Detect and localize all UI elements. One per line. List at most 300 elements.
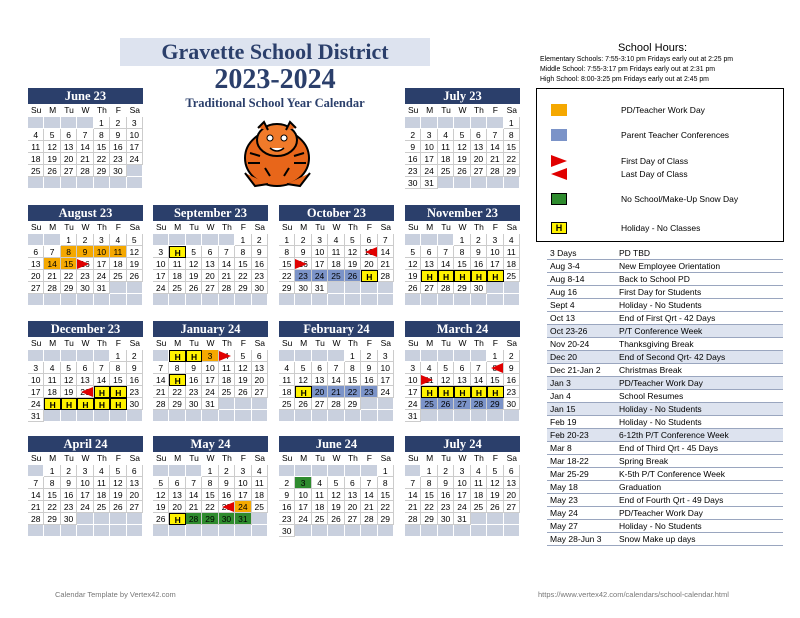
weekday-label: F bbox=[361, 452, 377, 465]
day-cell: 12 bbox=[186, 258, 202, 270]
day-cell: 15 bbox=[44, 489, 60, 501]
month-grid bbox=[153, 337, 268, 422]
day-cell: 10 bbox=[94, 246, 110, 258]
month-calendar bbox=[153, 205, 268, 306]
day-cell: 23 bbox=[279, 513, 295, 525]
day-cell: 19 bbox=[235, 374, 251, 386]
day-cell: 3 bbox=[312, 234, 328, 246]
event-label: School Resumes bbox=[619, 391, 684, 401]
event-row bbox=[547, 468, 783, 481]
empty-day-cell bbox=[279, 410, 295, 422]
day-cell: 3 bbox=[405, 362, 421, 374]
weekday-label: F bbox=[487, 452, 503, 465]
event-date: Jan 4 bbox=[550, 391, 571, 401]
empty-day-cell bbox=[235, 410, 251, 422]
day-cell: 22 bbox=[235, 270, 251, 282]
day-cell: 1 bbox=[487, 350, 503, 362]
empty-day-cell bbox=[438, 234, 454, 246]
day-cell: 10 bbox=[421, 141, 437, 153]
weekday-label: Sa bbox=[504, 337, 520, 350]
day-cell: H bbox=[94, 386, 110, 398]
empty-day-cell bbox=[487, 513, 503, 525]
day-cell: 20 bbox=[28, 270, 44, 282]
day-cell: 2 bbox=[295, 234, 311, 246]
day-cell: H bbox=[77, 398, 93, 410]
day-cell: 29 bbox=[44, 513, 60, 525]
empty-day-cell bbox=[487, 294, 503, 306]
empty-day-cell bbox=[186, 410, 202, 422]
day-cell: 20 bbox=[169, 501, 185, 513]
empty-day-cell bbox=[328, 282, 344, 294]
empty-day-cell bbox=[219, 525, 235, 537]
weekday-label: Tu bbox=[312, 221, 328, 234]
day-cell: 6 bbox=[421, 246, 437, 258]
day-cell: 5 bbox=[186, 246, 202, 258]
empty-day-cell bbox=[61, 177, 77, 189]
day-cell: 21 bbox=[405, 501, 421, 513]
day-cell: 13 bbox=[312, 374, 328, 386]
empty-day-cell bbox=[127, 513, 143, 525]
empty-day-cell bbox=[94, 177, 110, 189]
day-cell: 8 bbox=[504, 129, 520, 141]
day-cell: 20 bbox=[77, 386, 93, 398]
day-cell: 24 bbox=[378, 386, 394, 398]
day-cell: 29 bbox=[454, 282, 470, 294]
empty-day-cell bbox=[61, 350, 77, 362]
empty-day-cell bbox=[219, 410, 235, 422]
day-cell: 25 bbox=[312, 513, 328, 525]
day-cell: 9 bbox=[127, 362, 143, 374]
day-cell: 18 bbox=[504, 258, 520, 270]
event-row bbox=[547, 520, 783, 533]
day-cell: 22 bbox=[421, 501, 437, 513]
day-cell: 9 bbox=[61, 477, 77, 489]
weekday-label: Su bbox=[153, 337, 169, 350]
month-title: February 24 bbox=[279, 321, 394, 337]
day-cell: 3 bbox=[202, 350, 218, 362]
day-cell: 15 bbox=[487, 374, 503, 386]
day-cell: 1 bbox=[279, 234, 295, 246]
day-cell: 19 bbox=[127, 258, 143, 270]
day-cell: 25 bbox=[219, 386, 235, 398]
day-cell: 11 bbox=[279, 374, 295, 386]
empty-day-cell bbox=[110, 525, 126, 537]
day-cell: 13 bbox=[127, 477, 143, 489]
empty-day-cell bbox=[235, 398, 251, 410]
day-cell: 31 bbox=[312, 282, 328, 294]
day-cell: 26 bbox=[110, 501, 126, 513]
day-cell: H bbox=[421, 386, 437, 398]
event-label: Holiday - No Students bbox=[619, 404, 702, 414]
day-cell: 11 bbox=[169, 258, 185, 270]
weekday-label: Sa bbox=[378, 337, 394, 350]
day-cell: 22 bbox=[61, 270, 77, 282]
day-cell: 1 bbox=[61, 234, 77, 246]
empty-day-cell bbox=[345, 410, 361, 422]
day-cell: 26 bbox=[235, 386, 251, 398]
event-label: Graduation bbox=[619, 482, 662, 492]
day-cell: 18 bbox=[169, 270, 185, 282]
month-calendar bbox=[279, 321, 394, 422]
empty-day-cell bbox=[295, 465, 311, 477]
empty-day-cell bbox=[110, 410, 126, 422]
empty-day-cell bbox=[186, 234, 202, 246]
empty-day-cell bbox=[169, 410, 185, 422]
empty-day-cell bbox=[94, 350, 110, 362]
weekday-label: Sa bbox=[127, 452, 143, 465]
day-cell: 23 bbox=[438, 501, 454, 513]
weekday-label: Th bbox=[471, 337, 487, 350]
day-cell: 1 bbox=[94, 117, 110, 129]
day-cell: 4 bbox=[219, 350, 235, 362]
empty-day-cell bbox=[77, 177, 93, 189]
event-row bbox=[547, 429, 783, 442]
day-cell: 12 bbox=[61, 374, 77, 386]
weekday-label: Sa bbox=[504, 452, 520, 465]
event-label: PD/Teacher Work Day bbox=[619, 508, 703, 518]
day-cell: H bbox=[169, 350, 185, 362]
empty-day-cell bbox=[487, 117, 503, 129]
day-cell: H bbox=[454, 386, 470, 398]
day-cell: 3 bbox=[77, 465, 93, 477]
weekday-label: M bbox=[169, 221, 185, 234]
event-row bbox=[547, 481, 783, 494]
day-cell: 24 bbox=[127, 153, 143, 165]
empty-day-cell bbox=[219, 294, 235, 306]
empty-day-cell bbox=[28, 177, 44, 189]
day-cell: 6 bbox=[61, 129, 77, 141]
day-cell: 8 bbox=[345, 362, 361, 374]
day-cell: 30 bbox=[186, 398, 202, 410]
event-date: Mar 8 bbox=[550, 443, 572, 453]
event-date: Mar 25-29 bbox=[550, 469, 589, 479]
day-cell: 18 bbox=[110, 258, 126, 270]
month-calendar bbox=[279, 436, 394, 537]
day-cell: 26 bbox=[153, 513, 169, 525]
day-cell: 24 bbox=[94, 270, 110, 282]
day-cell: 25 bbox=[328, 270, 344, 282]
month-grid bbox=[28, 104, 143, 189]
empty-day-cell bbox=[471, 350, 487, 362]
day-cell: H bbox=[186, 350, 202, 362]
weekday-label: F bbox=[235, 221, 251, 234]
empty-day-cell bbox=[252, 525, 268, 537]
empty-day-cell bbox=[295, 350, 311, 362]
event-label: Snow Make up days bbox=[619, 534, 696, 544]
day-cell: 30 bbox=[504, 398, 520, 410]
important-dates-list bbox=[547, 247, 783, 546]
day-cell: 14 bbox=[219, 258, 235, 270]
empty-day-cell bbox=[504, 525, 520, 537]
day-cell: H bbox=[61, 398, 77, 410]
day-cell: 8 bbox=[202, 477, 218, 489]
event-label: Spring Break bbox=[619, 456, 669, 466]
day-cell: 14 bbox=[28, 489, 44, 501]
event-row bbox=[547, 533, 783, 546]
legend-label: Holiday - No Classes bbox=[621, 223, 701, 233]
day-cell: 2 bbox=[77, 234, 93, 246]
day-cell: 29 bbox=[94, 165, 110, 177]
day-cell: 23 bbox=[504, 386, 520, 398]
event-row bbox=[547, 455, 783, 468]
day-cell: 7 bbox=[405, 477, 421, 489]
day-cell: 19 bbox=[405, 270, 421, 282]
weekday-label: Sa bbox=[378, 221, 394, 234]
day-cell: 9 bbox=[295, 246, 311, 258]
event-date: Feb 19 bbox=[550, 417, 577, 427]
weekday-label: Tu bbox=[186, 452, 202, 465]
day-cell: 24 bbox=[77, 501, 93, 513]
empty-day-cell bbox=[279, 294, 295, 306]
empty-day-cell bbox=[252, 410, 268, 422]
empty-day-cell bbox=[378, 398, 394, 410]
day-cell: H bbox=[169, 374, 185, 386]
day-cell: 22 bbox=[202, 501, 218, 513]
event-label: P/T Conference Week bbox=[619, 326, 703, 336]
empty-day-cell bbox=[328, 294, 344, 306]
day-cell: 11 bbox=[438, 141, 454, 153]
empty-day-cell bbox=[153, 234, 169, 246]
month-grid bbox=[28, 337, 143, 422]
weekday-label: W bbox=[454, 221, 470, 234]
empty-day-cell bbox=[421, 117, 437, 129]
day-cell: 3 bbox=[295, 477, 311, 489]
empty-day-cell bbox=[94, 410, 110, 422]
empty-day-cell bbox=[471, 513, 487, 525]
day-cell: 17 bbox=[127, 141, 143, 153]
weekday-label: W bbox=[454, 337, 470, 350]
month-title: August 23 bbox=[28, 205, 143, 221]
empty-day-cell bbox=[405, 465, 421, 477]
day-cell: 2 bbox=[127, 350, 143, 362]
day-cell: 25 bbox=[504, 270, 520, 282]
day-cell: 30 bbox=[61, 513, 77, 525]
event-row bbox=[547, 390, 783, 403]
empty-day-cell bbox=[405, 525, 421, 537]
empty-day-cell bbox=[312, 350, 328, 362]
day-cell: 4 bbox=[94, 465, 110, 477]
day-cell: 4 bbox=[328, 234, 344, 246]
empty-day-cell bbox=[361, 465, 377, 477]
day-cell: 28 bbox=[219, 282, 235, 294]
empty-day-cell bbox=[454, 117, 470, 129]
day-cell: 10 bbox=[28, 374, 44, 386]
weekday-label: Th bbox=[471, 221, 487, 234]
day-cell: 8 bbox=[169, 362, 185, 374]
weekday-label: Tu bbox=[312, 337, 328, 350]
day-cell: 13 bbox=[361, 246, 377, 258]
empty-day-cell bbox=[295, 294, 311, 306]
day-cell: 27 bbox=[504, 501, 520, 513]
day-cell: 15 bbox=[202, 489, 218, 501]
empty-day-cell bbox=[504, 294, 520, 306]
day-cell: 16 bbox=[127, 374, 143, 386]
holiday-h-icon: H bbox=[551, 222, 567, 234]
empty-day-cell bbox=[361, 525, 377, 537]
month-calendar bbox=[405, 436, 520, 537]
event-label: Thanksgiving Break bbox=[619, 339, 694, 349]
day-cell: 13 bbox=[77, 374, 93, 386]
day-cell: 27 bbox=[61, 165, 77, 177]
empty-day-cell bbox=[328, 525, 344, 537]
empty-day-cell bbox=[454, 350, 470, 362]
day-cell: 30 bbox=[405, 177, 421, 189]
empty-day-cell bbox=[504, 282, 520, 294]
empty-day-cell bbox=[61, 410, 77, 422]
empty-day-cell bbox=[186, 294, 202, 306]
day-cell: 16 bbox=[361, 374, 377, 386]
empty-day-cell bbox=[421, 525, 437, 537]
day-cell: 6 bbox=[361, 234, 377, 246]
month-calendar bbox=[153, 321, 268, 422]
weekday-label: F bbox=[110, 221, 126, 234]
hours-high: High School: 8:00-3:25 pm Fridays early out at 2:45 pm bbox=[540, 76, 709, 83]
weekday-label: Th bbox=[94, 104, 110, 117]
day-cell: 8 bbox=[378, 477, 394, 489]
day-cell: 27 bbox=[454, 398, 470, 410]
day-cell: 9 bbox=[279, 489, 295, 501]
weekday-label: F bbox=[235, 337, 251, 350]
empty-day-cell bbox=[61, 117, 77, 129]
day-cell: 4 bbox=[312, 477, 328, 489]
event-row bbox=[547, 351, 783, 364]
weekday-label: M bbox=[295, 452, 311, 465]
day-cell: 13 bbox=[454, 374, 470, 386]
day-cell: 17 bbox=[454, 489, 470, 501]
month-title: July 23 bbox=[405, 88, 520, 104]
day-cell: 21 bbox=[186, 501, 202, 513]
day-cell: 18 bbox=[252, 489, 268, 501]
empty-day-cell bbox=[361, 294, 377, 306]
day-cell: 4 bbox=[504, 234, 520, 246]
day-cell: 19 bbox=[345, 258, 361, 270]
empty-day-cell bbox=[279, 350, 295, 362]
day-cell: 14 bbox=[94, 374, 110, 386]
day-cell: 11 bbox=[421, 374, 437, 386]
day-cell: 2 bbox=[438, 465, 454, 477]
day-cell: 13 bbox=[421, 258, 437, 270]
empty-day-cell bbox=[438, 294, 454, 306]
weekday-label: F bbox=[361, 221, 377, 234]
day-cell: 30 bbox=[438, 513, 454, 525]
day-cell: 9 bbox=[186, 362, 202, 374]
empty-day-cell bbox=[487, 177, 503, 189]
day-cell: 27 bbox=[252, 386, 268, 398]
day-cell: 17 bbox=[312, 258, 328, 270]
empty-day-cell bbox=[295, 410, 311, 422]
day-cell: 11 bbox=[110, 246, 126, 258]
day-cell: 8 bbox=[454, 246, 470, 258]
empty-day-cell bbox=[110, 177, 126, 189]
day-cell: 4 bbox=[28, 129, 44, 141]
empty-day-cell bbox=[127, 282, 143, 294]
empty-day-cell bbox=[77, 525, 93, 537]
weekday-label: Su bbox=[28, 221, 44, 234]
weekday-label: Sa bbox=[127, 221, 143, 234]
event-row bbox=[547, 377, 783, 390]
day-cell: 16 bbox=[61, 489, 77, 501]
event-label: PD TBD bbox=[619, 248, 651, 258]
day-cell: 10 bbox=[405, 374, 421, 386]
day-cell: H bbox=[169, 246, 185, 258]
weekday-label: Su bbox=[153, 452, 169, 465]
day-cell: 29 bbox=[169, 398, 185, 410]
weekday-label: Tu bbox=[61, 337, 77, 350]
day-cell: 22 bbox=[169, 386, 185, 398]
day-cell: 13 bbox=[202, 258, 218, 270]
day-cell: 11 bbox=[471, 477, 487, 489]
day-cell: 19 bbox=[61, 386, 77, 398]
day-cell: 21 bbox=[219, 270, 235, 282]
day-cell: 28 bbox=[487, 165, 503, 177]
day-cell: H bbox=[438, 270, 454, 282]
day-cell: 14 bbox=[405, 489, 421, 501]
event-date: Nov 20-24 bbox=[550, 339, 590, 349]
hours-elementary: Elementary Schools: 7:55-3:10 pm Fridays early out at 2:25 pm bbox=[540, 56, 734, 63]
empty-day-cell bbox=[378, 294, 394, 306]
day-cell: 8 bbox=[235, 246, 251, 258]
empty-day-cell bbox=[219, 398, 235, 410]
day-cell: 24 bbox=[295, 513, 311, 525]
empty-day-cell bbox=[438, 117, 454, 129]
weekday-label: Tu bbox=[312, 452, 328, 465]
day-cell: 3 bbox=[235, 465, 251, 477]
day-cell: 12 bbox=[110, 477, 126, 489]
day-cell: 22 bbox=[94, 153, 110, 165]
day-cell: 1 bbox=[202, 465, 218, 477]
weekday-label: Su bbox=[405, 452, 421, 465]
empty-day-cell bbox=[405, 350, 421, 362]
empty-day-cell bbox=[454, 294, 470, 306]
event-date: Oct 23-26 bbox=[550, 326, 588, 336]
weekday-label: M bbox=[44, 221, 60, 234]
event-row bbox=[547, 364, 783, 377]
empty-day-cell bbox=[421, 410, 437, 422]
day-cell: 8 bbox=[44, 477, 60, 489]
weekday-label: M bbox=[421, 452, 437, 465]
event-date: May 28-Jun 3 bbox=[550, 534, 602, 544]
day-cell: 9 bbox=[361, 362, 377, 374]
day-cell: 20 bbox=[504, 489, 520, 501]
day-cell: 10 bbox=[235, 477, 251, 489]
day-cell: 15 bbox=[454, 258, 470, 270]
empty-day-cell bbox=[44, 294, 60, 306]
day-cell: 19 bbox=[454, 153, 470, 165]
day-cell: 15 bbox=[94, 141, 110, 153]
day-cell: 16 bbox=[504, 374, 520, 386]
day-cell: 9 bbox=[504, 362, 520, 374]
day-cell: 22 bbox=[378, 501, 394, 513]
month-title: December 23 bbox=[28, 321, 143, 337]
day-cell: 2 bbox=[61, 465, 77, 477]
day-cell: 17 bbox=[94, 258, 110, 270]
event-label: Back to School PD bbox=[619, 274, 690, 284]
event-date: Aug 3-4 bbox=[550, 261, 580, 271]
day-cell: 16 bbox=[438, 489, 454, 501]
weekday-label: Th bbox=[219, 337, 235, 350]
day-cell: 16 bbox=[219, 489, 235, 501]
month-title: May 24 bbox=[153, 436, 268, 452]
empty-day-cell bbox=[28, 234, 44, 246]
day-cell: 9 bbox=[405, 141, 421, 153]
event-row bbox=[547, 403, 783, 416]
day-cell: H bbox=[471, 386, 487, 398]
empty-day-cell bbox=[127, 525, 143, 537]
weekday-label: Th bbox=[94, 221, 110, 234]
weekday-label: F bbox=[487, 221, 503, 234]
empty-day-cell bbox=[361, 410, 377, 422]
weekday-label: F bbox=[110, 104, 126, 117]
